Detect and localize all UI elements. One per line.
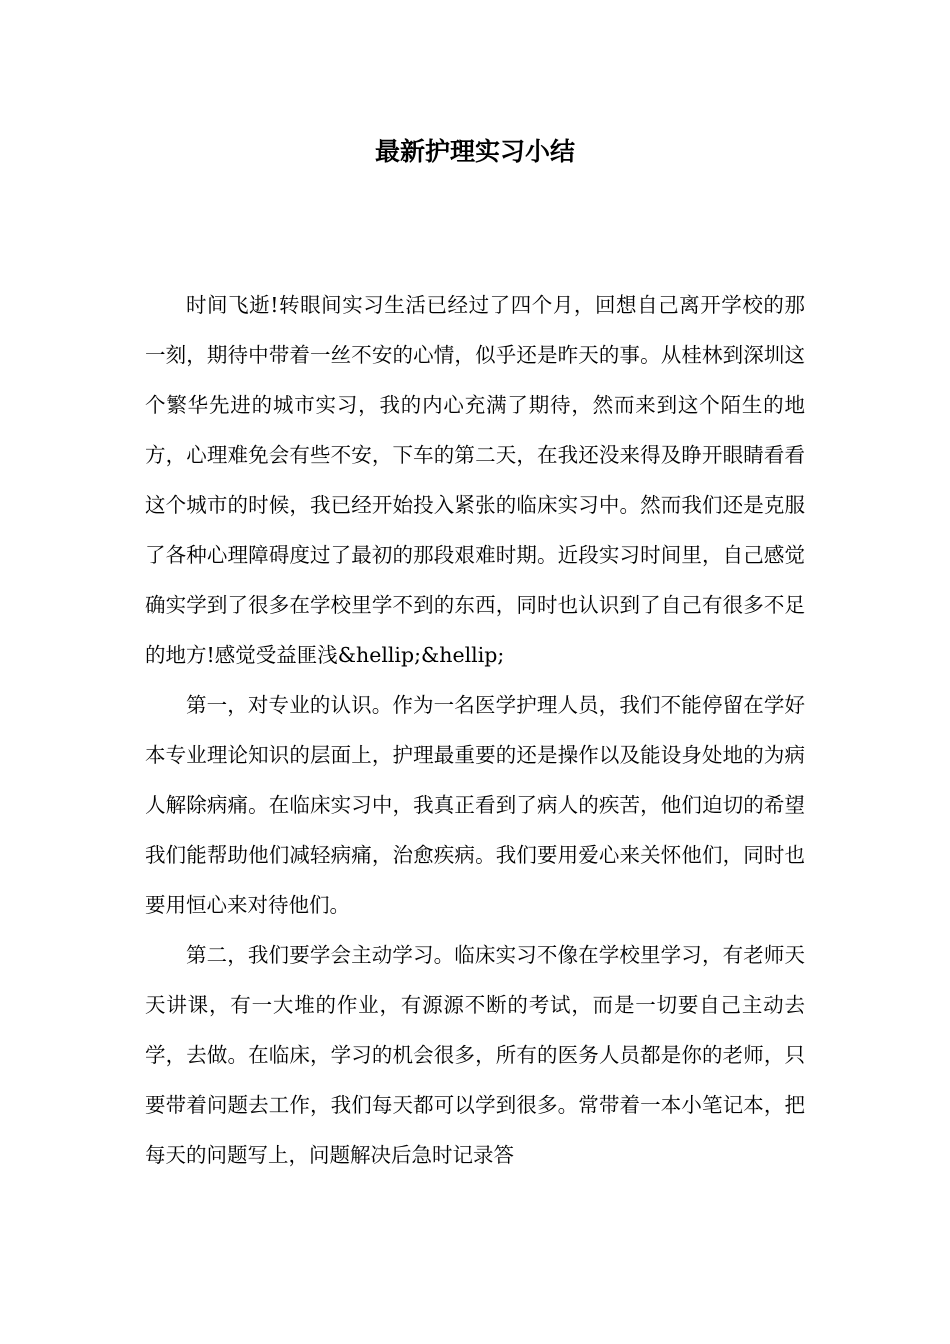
paragraph-first-point: 第一，对专业的认识。作为一名医学护理人员，我们不能停留在学好本专业理论知识的层面上，护理最重要的还是操作以及能设身处地的为病人解除病痛。在临床实习中，我真正看到了病人的疾苦，他们迫切的希望我们能帮助他们减轻病痛，治愈疾病。我们要用爱心来关怀他们，同时也要用恒心来对待他们。	[145, 693, 805, 917]
document-title: 最新护理实习小结	[374, 137, 575, 166]
paragraph-second-point: 第二，我们要学会主动学习。临床实习不像在学校里学习，有老师天天讲课，有一大堆的作业，有源源不断的考试，而是一切要自己主动去学，去做。在临床，学习的机会很多，所有的医务人员都是你的老师，只要带着问题去工作，我们每天都可以学到很多。常带着一本小笔记本，把每天的问题写上，问题解决后急时记录答	[145, 943, 805, 1167]
paragraph-intro: 时间飞逝!转眼间实习生活已经过了四个月，回想自己离开学校的那一刻，期待中带着一丝不安的心情，似乎还是昨天的事。从桂林到深圳这个繁华先进的城市实习，我的内心充满了期待，然而来到这个陌生的地方，心理难免会有些不安，下车的第二天，在我还没来得及睁开眼睛看看这个城市的时候，我已经开始投入紧张的临床实习中。然而我们还是克服了各种心理障碍度过了最初的那段艰难时期。近段实习时间里，自己感觉确实学到了很多在学校里学不到的东西，同时也认识到了自己有很多不足的地方!感觉受益匪浅&hellip;&hellip;	[145, 293, 805, 667]
document-body	[145, 280, 805, 1180]
